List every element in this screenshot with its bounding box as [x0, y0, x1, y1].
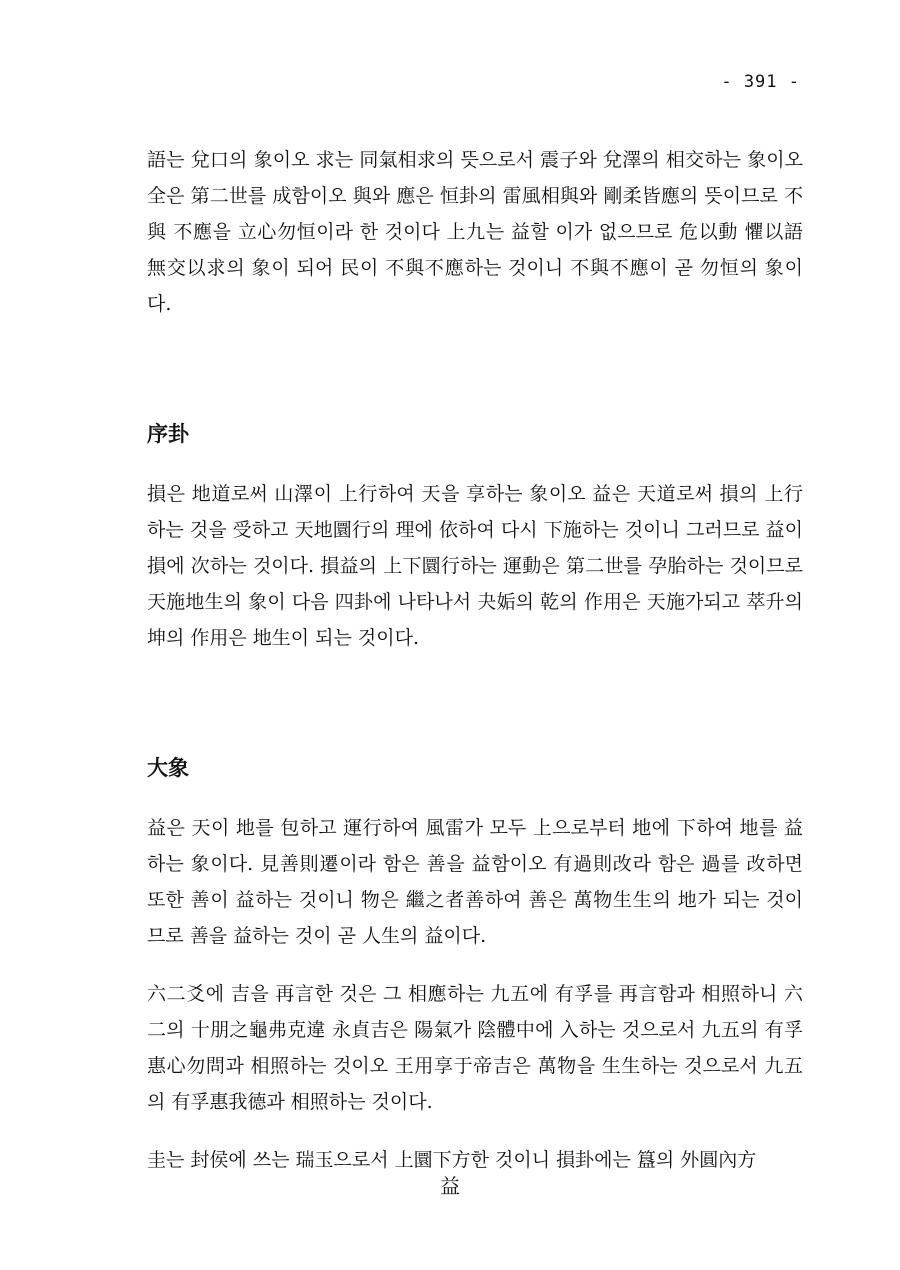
- section-paragraph-great-image-1: 益은 天이 地를 包하고 運行하여 風雷가 모두 上으로부터 地에 下하여 地를 益하는 象이다. 見善則遷이라 함은 善을 益함이오 有過則改라 함은 過를 改하면 또한 善이 益하는 것이니 物은 繼之者善하여 善은 萬物生生의 地가 되는 것이므로 善을 益하는 것이 곧 人生의 益이다.: [147, 817, 803, 947]
- section-paragraph-sequence: 損은 地道로써 山澤이 上行하여 天을 享하는 象이오 益은 天道로써 損의 上行하는 것을 受하고 天地圜行의 理에 依하여 다시 下施하는 것이니 그러므로 益이 損에 次하는 것이다. 損益의 上下圜行하는 運動은 第二世를 孕胎하는 것이므로 天施地生의 象이 다음 四卦에 나타나서 夬姤의 乾의 作用은 天施가되고 萃升의 坤의 作用은 地生이 되는 것이다.: [147, 483, 803, 649]
- page-number: - 391 -: [721, 72, 800, 92]
- page-body: [147, 142, 803, 1178]
- footer-chapter-label: 益: [440, 1174, 460, 1198]
- section-heading-great-image: 大象: [147, 755, 189, 780]
- intro-paragraph: 語는 兌口의 象이오 求는 同氣相求의 뜻으로서 震子와 兌澤의 相交하는 象이오 全은 第二世를 成함이오 與와 應은 恒卦의 雷風相與와 剛柔皆應의 뜻이므로 不與 不應을 立心勿恒이라 한 것이다 上九는 益할 이가 없으므로 危以動 懼以語 無交以求의 象이 되어 民이 不與不應하는 것이니 不與不應이 곧 勿恒의 象이다.: [147, 149, 803, 315]
- section-paragraph-great-image-2: 六二爻에 吉을 再言한 것은 그 相應하는 九五에 有孚를 再言함과 相照하니 六二의 十朋之龜弗克違 永貞吉은 陽氣가 陰體中에 入하는 것으로서 九五의 有孚惠心勿問과 相照하는 것이오 王用享于帝吉은 萬物을 生生하는 것으로서 九五의 有孚惠我德과 相照하는 것이다.: [147, 983, 803, 1113]
- section-paragraph-great-image-3: 圭는 封侯에 쓰는 瑞玉으로서 上圜下方한 것이니 損卦에는 簋의 外圓內方: [147, 1149, 757, 1171]
- section-heading-sequence: 序卦: [147, 421, 189, 446]
